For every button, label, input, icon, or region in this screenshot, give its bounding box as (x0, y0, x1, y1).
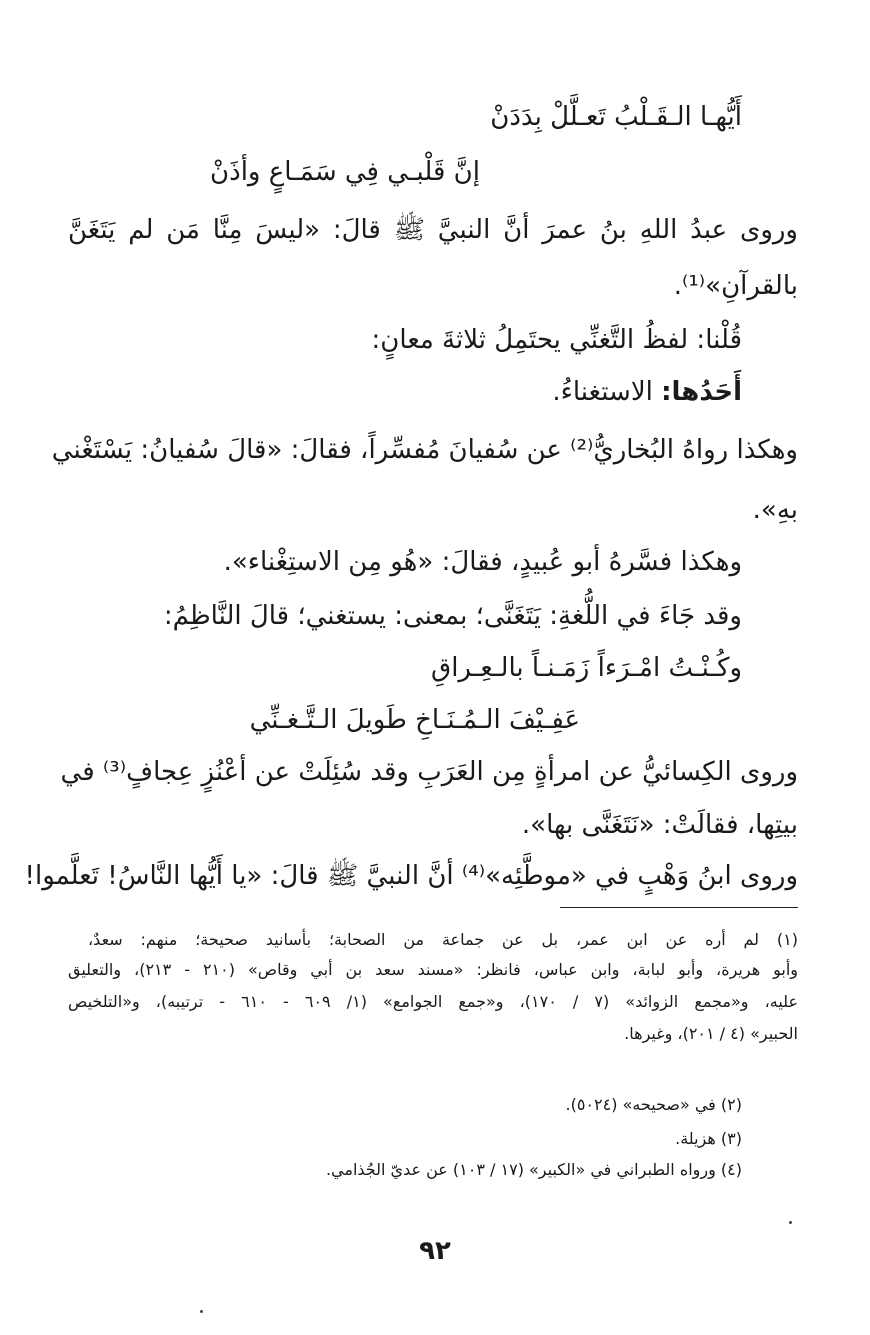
poem-1-line-2: إنَّ قَلْبـي فِي سَمَـاعٍ وأذَنْ (210, 157, 480, 187)
footnote-4: (٤) ورواه الطبراني في «الكبير» (١٧ / ١٠٣) عن عديّ الجُذامي. (325, 1160, 742, 1179)
paragraph-3-label: أَحَدُها: (661, 377, 742, 407)
paragraph-4-line-1: وهكذا رواهُ البُخاريُّ⁽²⁾ عن سُفيانَ مُفسِّراً، فقالَ: «قالَ سُفيانُ: يَسْتَغْني (51, 435, 798, 465)
paragraph-6: وقد جَاءَ في اللُّغةِ: يَتَغَنَّى؛ بمعنى: يستغني؛ قالَ النَّاظِمُ: (163, 601, 742, 631)
paragraph-4-line-2: بهِ». (752, 495, 798, 525)
poem-1-line-1: أَيُّهـا الـقَـلْبُ تَعـلَّلْ بِدَدَنْ (490, 102, 742, 132)
poem-2-line-1: وكُـنْـتُ امْـرَءاً زَمَـنـاً بالـعِـراقِ (431, 653, 742, 683)
paragraph-3 (552, 372, 742, 412)
paragraph-8: وروى ابنُ وَهْبٍ في «موطَّئِه»⁽⁴⁾ أنَّ النبيَّ ﷺ قالَ: «يا أَيُّها النَّاسُ! تَعلَّموا! (24, 861, 798, 891)
paragraph-3-text: الاستغناءُ. (552, 377, 662, 407)
poem-2-line-2: عَفِـيْفَ الـمُـنَـاخِ طَويلَ الـتَّـغـنِّي (249, 705, 580, 735)
paragraph-2: قُلْنا: لفظُ التَّغنِّي يحتَمِلُ ثلاثةَ معانٍ: (371, 325, 742, 355)
footnote-separator (560, 907, 798, 908)
paragraph-5: وهكذا فسَّرهُ أبو عُبيدٍ، فقالَ: «هُو مِن الاستِغْناء». (223, 547, 742, 577)
footnote-1-line-3: عليه، و«مجمع الزوائد» (٧ / ١٧٠)، و«جمع الجوامع» (١/ ٦٠٩ - ٦١٠ - ترتيبه)، و«التلخيص (68, 992, 799, 1011)
paragraph-1-line-1: وروى عبدُ اللهِ بنُ عمرَ أنَّ النبيَّ ﷺ قالَ: «ليسَ مِنَّا مَن لم يَتَغَنَّ (68, 215, 798, 245)
paragraph-1-line-2: بالقرآنِ»⁽¹⁾. (673, 271, 798, 301)
paragraph-7-line-2: بيتِها، فقالَتْ: «نَتَغَنَّى بها». (521, 810, 798, 840)
page-number: ٩٢ (419, 1236, 451, 1266)
footnote-1-line-2: وأبو هريرة، وأبو لبابة، وابن عباس، فانظر: «مسند سعد بن أبي وقاص» (٢١٠ - ٢١٣)، والتعليق (68, 960, 798, 979)
footnote-1-line-1: (١) لم أره عن ابن عمر، بل عن جماعة من الصحابة؛ بأسانيد صحيحة؛ منهم: سعدٌ، (88, 930, 798, 949)
footnote-3: (٣) هزيلة. (675, 1129, 742, 1148)
scan-speck (200, 1310, 203, 1313)
paragraph-7-line-1: وروى الكِسائيُّ عن امرأةٍ مِن العَرَبِ وقد سُئِلَتْ عن أعْنُزٍ عِجافٍ⁽³⁾ في (60, 757, 798, 787)
footnote-2: (٢) في «صحيحه» (٥٠٢٤). (565, 1095, 742, 1114)
scan-speck (789, 1221, 792, 1224)
footnote-1-line-4: الحبير» (٤ / ٢٠١)، وغيرها. (624, 1024, 798, 1043)
